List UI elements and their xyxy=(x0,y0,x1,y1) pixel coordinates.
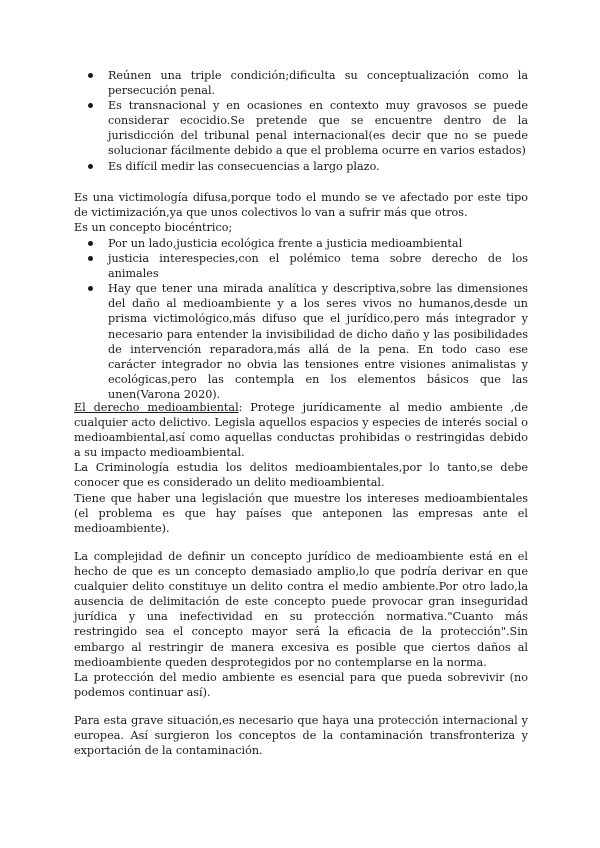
paragraph-victimologia: Es una victimología difusa,porque todo el mundo se ve afectado por este tipo de victimización,ya que unos colectivos lo van a sufrir más que otros. xyxy=(74,191,528,220)
list-item-text: justicia interespecies,con el polémico tema sobre derecho de los animales xyxy=(108,252,528,281)
victimologia-section xyxy=(74,190,528,235)
bullet-icon xyxy=(88,73,93,78)
paragraph-complejidad: La complejidad de definir un concepto jurídico de medioambiente está en el hecho de que es un concepto demasiado amplio,lo que podría derivar en que cualquier delito constituye un delito contra el medio ambiente.Por otro lado,la ausencia de delimitación de este concepto puede provocar gran inseguridad jurídica y una inefectividad en su protección normativa."Cuanto más restringido sea el concepto mayor será la eficacia de la protección".Sin embargo al restringir de manera excesiva es posible que ciertos daños al medioambiente queden desprotegidos por no contemplarse en la norma. xyxy=(74,550,528,669)
paragraph-legislacion: Tiene que haber una legislación que muestre los intereses medioambientales (el problema es que hay países que anteponen las empresas ante el medioambiente). xyxy=(74,491,528,535)
list-item xyxy=(80,68,528,98)
paragraph-proteccion: La protección del medio ambiente es esencial para que pueda sobrevivir (no podemos continuar así). xyxy=(74,670,528,699)
paragraph-grave: Para esta grave situación,es necesario que haya una protección internacional y europea. Así surgieron los conceptos de la contaminación transfronteriza y exportación de la contaminación. xyxy=(74,714,528,758)
list-item xyxy=(80,159,528,174)
list-item-text: Es difícil medir las consecuencias a largo plazo. xyxy=(108,159,380,173)
list-item xyxy=(80,98,528,158)
derecho-section xyxy=(74,400,528,536)
complejidad-section xyxy=(74,549,528,700)
list-item-text: Reúnen una triple condición;dificulta su conceptualización como la persecución penal. xyxy=(108,69,528,98)
bullet-icon xyxy=(88,103,93,108)
bullet-icon xyxy=(88,164,93,169)
list-item-text: Hay que tener una mirada analítica y descriptiva,sobre las dimensiones del daño al medioambiente y a los seres vivos no humanos,desde un prisma victimológico,más difuso que el jurídico,pero más integrador y necesario para entender la invisibilidad de dicho daño y las posibilidades de intervención reparadora,más allá de la pena. En todo caso ese carácter integrador no obvia las tensiones entre visiones animalistas y ecológicas,pero las contempla en los elementos básicos que las unen(Varona 2020). xyxy=(108,282,528,401)
bullet-icon xyxy=(88,286,93,291)
list-item-text: Es transnacional y en ocasiones en contexto muy gravosos se puede considerar ecocidio.Se pretende que se encuentre dentro de la jurisdicción del tribunal penal internacional(es decir que no se puede solucionar fácilmente debido a que el problema ocurre en varios estados) xyxy=(108,99,528,158)
heading-colon: : xyxy=(238,401,243,414)
grave-section xyxy=(74,713,528,758)
paragraph-derecho xyxy=(74,400,528,460)
bullet-icon xyxy=(88,241,93,246)
section-heading: El derecho medioambiental xyxy=(74,401,239,414)
list-item-text: Por un lado,justicia ecológica frente a justicia medioambiental xyxy=(108,237,463,250)
list-item xyxy=(80,236,528,251)
paragraph-biocentrico: Es un concepto biocéntrico; xyxy=(74,221,233,235)
paragraph-criminologia: La Criminología estudia los delitos medioambientales,por lo tanto,se debe conocer que es considerado un delito medioambiental. xyxy=(74,461,528,490)
paragraph-derecho-text: Protege jurídicamente al medio ambiente ,de cualquier acto delictivo. Legisla aquellos espacios y especies de interés social o medioambiental,así como aquellas conductas prohibidas o restringidas debido a su impacto medioambiental. xyxy=(74,401,528,460)
biocentric-list xyxy=(80,236,528,402)
list-item xyxy=(80,251,528,281)
consequences-list xyxy=(80,68,528,174)
list-item xyxy=(80,281,528,402)
bullet-icon xyxy=(88,256,93,261)
